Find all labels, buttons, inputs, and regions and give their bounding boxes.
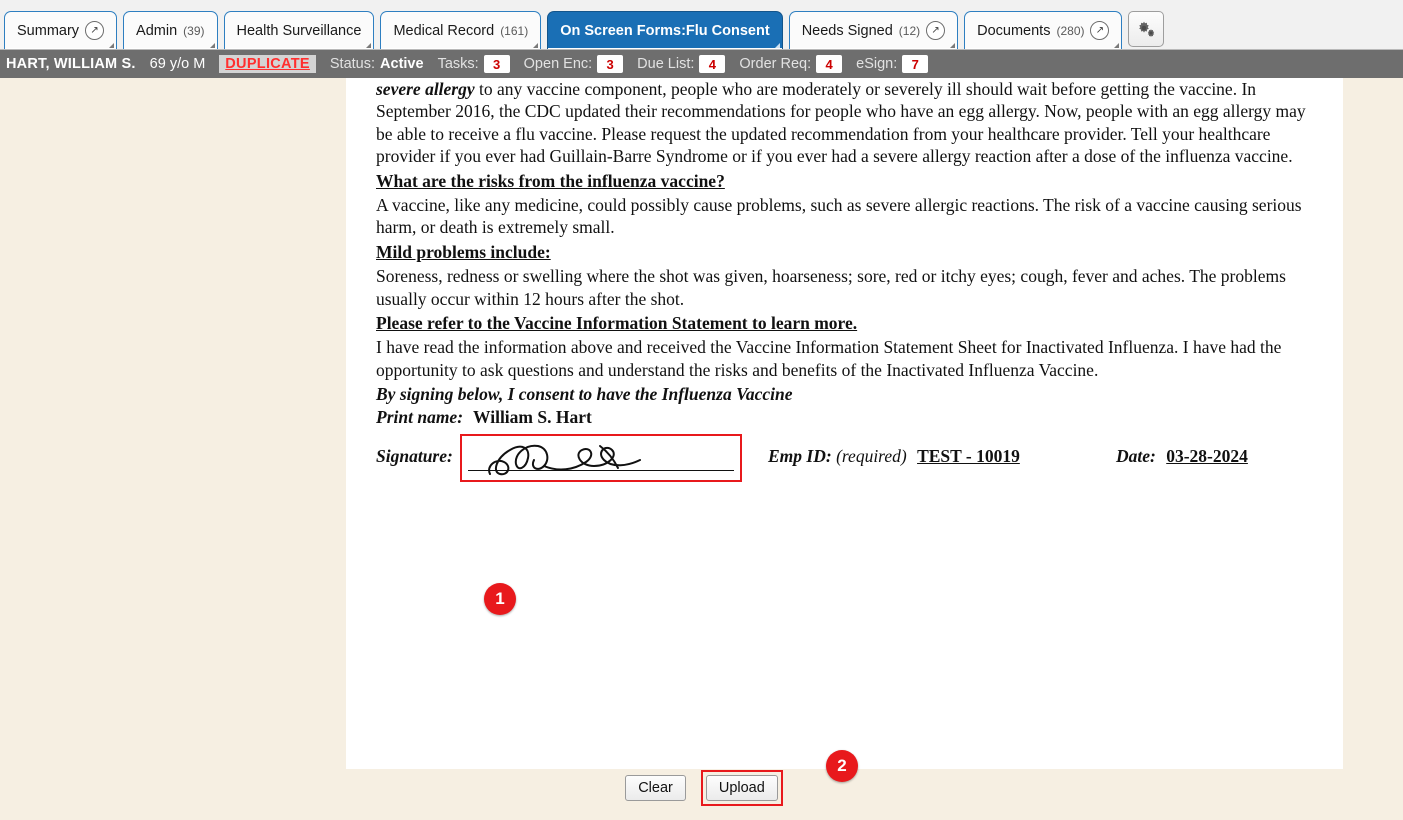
emp-id-value: TEST - 10019 bbox=[917, 446, 1020, 467]
due-list-label: Due List: bbox=[637, 56, 695, 72]
tab-admin[interactable] bbox=[123, 11, 217, 49]
tab-health-surveillance[interactable] bbox=[224, 11, 375, 49]
tab-count: (280) bbox=[1056, 23, 1085, 38]
tab-label: Needs Signed bbox=[801, 22, 893, 39]
callout-marker-2: 2 bbox=[826, 750, 858, 782]
tasks-label: Tasks: bbox=[437, 56, 479, 72]
emp-id-required-note: (required) bbox=[836, 446, 907, 467]
severe-allergy-emphasis: severe allergy bbox=[376, 79, 475, 99]
order-req-count-badge[interactable]: 4 bbox=[816, 55, 842, 73]
esign-label: eSign: bbox=[856, 56, 898, 72]
form-action-bar bbox=[0, 770, 1403, 820]
patient-banner bbox=[0, 50, 1403, 78]
print-name-label: Print name: bbox=[376, 407, 464, 428]
main-tab-bar bbox=[0, 0, 1403, 50]
tab-medical-record[interactable] bbox=[380, 11, 541, 49]
clear-button-wrap bbox=[620, 770, 691, 806]
mild-problems-body: Soreness, redness or swelling where the shot was given, hoarseness; sore, red or itchy eyes; cough, fever and aches. The problems usually occur within 12 hours after the shot. bbox=[376, 266, 1286, 309]
tab-label: Admin bbox=[136, 22, 178, 39]
tab-corner-marker bbox=[775, 43, 780, 48]
form-document-area bbox=[0, 78, 1403, 820]
risks-body: A vaccine, like any medicine, could possibly cause problems, such as severe allergic reactions. The risk of a vaccine causing serious harm, or death is extremely small. bbox=[376, 194, 1302, 238]
due-list-count-badge[interactable]: 4 bbox=[699, 55, 725, 73]
patient-age-sex: 69 y/o M bbox=[149, 56, 206, 72]
consent-statement: By signing below, I consent to have the Influenza Vaccine bbox=[376, 384, 793, 405]
open-encounters-count-badge[interactable]: 3 bbox=[597, 55, 623, 73]
tab-corner-marker bbox=[210, 43, 215, 48]
order-req-label: Order Req: bbox=[739, 56, 812, 72]
risks-heading: What are the risks from the influenza vaccine? bbox=[376, 170, 725, 191]
callout-marker-1: 1 bbox=[484, 583, 516, 615]
tab-documents[interactable] bbox=[964, 11, 1122, 49]
duplicate-badge[interactable]: DUPLICATE bbox=[219, 55, 316, 73]
signature-row bbox=[376, 434, 1313, 486]
print-name-value: William S. Hart bbox=[473, 407, 592, 428]
mild-problems-heading: Mild problems include: bbox=[376, 241, 551, 262]
settings-button[interactable] bbox=[1128, 11, 1164, 47]
signature-ink bbox=[482, 438, 732, 485]
tab-needs-signed[interactable] bbox=[789, 11, 958, 49]
tab-count: (39) bbox=[183, 23, 205, 38]
tab-label: On Screen Forms:Flu Consent bbox=[560, 22, 770, 39]
intro-paragraph bbox=[376, 78, 1313, 168]
tab-corner-marker bbox=[533, 43, 538, 48]
print-name-row bbox=[376, 407, 1313, 428]
tab-corner-marker bbox=[109, 43, 114, 48]
tab-label: Health Surveillance bbox=[236, 22, 362, 39]
flu-consent-form-page bbox=[346, 78, 1343, 769]
tab-corner-marker bbox=[366, 43, 371, 48]
tab-count: (12) bbox=[898, 23, 921, 38]
date-label: Date: bbox=[1116, 446, 1156, 467]
gear-icon bbox=[1136, 19, 1156, 39]
tasks-count-badge[interactable]: 3 bbox=[484, 55, 510, 73]
tab-corner-marker bbox=[1114, 43, 1119, 48]
date-field bbox=[1116, 446, 1254, 467]
upload-button-wrap bbox=[701, 770, 783, 806]
signature-label: Signature: bbox=[376, 446, 453, 467]
refer-vis-body: I have read the information above and received the Vaccine Information Statement Sheet for Inactivated Influenza. I have had the opportunity to ask questions and understand the risks and benefits of the Inactivated Influenza Vaccine. bbox=[376, 337, 1282, 380]
clear-button[interactable]: Clear bbox=[625, 775, 686, 801]
upload-button[interactable]: Upload bbox=[706, 775, 778, 801]
open-encounters-label: Open Enc: bbox=[523, 56, 593, 72]
refer-vis-heading: Please refer to the Vaccine Information Statement to learn more. bbox=[376, 312, 858, 333]
date-value: 03-28-2024 bbox=[1166, 446, 1248, 467]
tab-label: Documents bbox=[977, 22, 1051, 39]
status-label: Status: bbox=[329, 56, 376, 72]
emp-id-label: Emp ID: bbox=[768, 446, 832, 467]
external-link-icon[interactable]: ↗ bbox=[926, 21, 945, 40]
tab-on-screen-forms-flu-consent[interactable] bbox=[547, 11, 782, 49]
signature-field[interactable] bbox=[460, 434, 742, 482]
signature-baseline bbox=[468, 470, 734, 471]
tab-corner-marker bbox=[950, 43, 955, 48]
tab-count: (161) bbox=[500, 23, 529, 38]
patient-name: HART, WILLIAM S. bbox=[6, 56, 136, 72]
external-link-icon[interactable]: ↗ bbox=[1090, 21, 1109, 40]
tab-label: Summary bbox=[17, 22, 80, 39]
status-value: Active bbox=[380, 56, 424, 72]
external-link-icon[interactable]: ↗ bbox=[85, 21, 104, 40]
tab-summary[interactable] bbox=[4, 11, 117, 49]
emp-id-field bbox=[768, 446, 1026, 467]
intro-paragraph-text: to any vaccine component, people who are moderately or severely ill should wait before getting the vaccine. In September 2016, the CDC updated their recommendations for people who have an egg allergy. Now, people with an egg allergy may be able to receive a flu vaccine. Please request the updated recommendation from your healthcare provider. Tell your healthcare provider if you ever had Guillain-Barre Syndrome or if you ever had a severe allergy reaction after a dose of the influenza vaccine. bbox=[376, 79, 1306, 167]
esign-count-badge[interactable]: 7 bbox=[902, 55, 928, 73]
tab-label: Medical Record bbox=[393, 22, 495, 39]
